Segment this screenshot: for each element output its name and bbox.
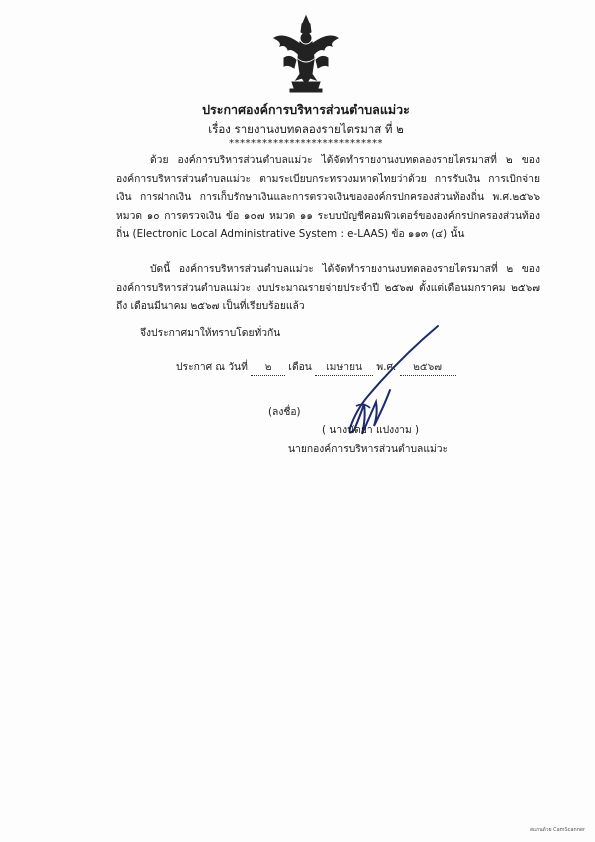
paragraph-1: ด้วย องค์การบริหารส่วนตำบลแม่วะ ได้จัดทำรายงานงบทดลองรายไตรมาสที่ ๒ ของ องค์การบริหารส่วนตำบลแม่วะ ตามระเบียบกระทรวงมหาดไทยว่าด้วย การรับเงิน การเบิกจ่ายเงิน การฝากเงิน การเก็บรักษาเงินและการตรวจเงินขององค์กรปกครองส่วนท้องถิ่น พ.ศ.๒๕๖๖ หมวด ๑๐ การตรวจเงิน ข้อ ๑๐๗ หมวด ๑๑ ระบบบัญชีคอมพิวเตอร์ขององค์กรปกครองส่วนท้องถิ่น (Electronic Local Administrative System : e-LAAS) ข้อ ๑๑๓ (๔) นั้น — [116, 154, 540, 240]
scanner-watermark: สแกนด้วย CamScanner — [529, 827, 585, 833]
document-title: ประกาศองค์การบริหารส่วนตำบลแม่วะ — [202, 102, 410, 117]
announce-line: จึงประกาศมาให้ทราบโดยทั่วกัน — [140, 327, 281, 339]
document-subject: เรื่อง รายงานงบทดลองรายไตรมาส ที่ ๒ — [208, 122, 404, 136]
signer-name: ( นางนัดยา แปงงาม ) — [322, 424, 420, 436]
paragraph-2: บัดนี้ องค์การบริหารส่วนตำบลแม่วะ ได้จัดทำรายงานงบทดลองรายไตรมาสที่ ๒ ของ องค์การบริหารส่วนตำบลแม่วะ งบประมาณรายจ่ายประจำปี ๒๕๖๗ ตั้งแต่เดือนมกราคม ๒๕๖๗ ถึง เดือนมีนาคม ๒๕๖๗ เป็นที่เรียบร้อยแล้ว — [116, 263, 540, 312]
date-prefix: ประกาศ ณ วันที่ — [176, 361, 248, 373]
separator-line: **************************** — [229, 138, 383, 149]
garuda-emblem-icon — [270, 14, 342, 94]
date-year: ๒๕๖๗ — [400, 358, 456, 376]
signer-position: นายกองค์การบริหารส่วนตำบลแม่วะ — [288, 443, 449, 455]
date-year-label: พ.ศ. — [376, 361, 397, 373]
date-month: เมษายน — [315, 358, 373, 376]
date-month-label: เดือน — [288, 361, 312, 373]
date-day: ๒ — [251, 358, 285, 376]
signature-label: (ลงชื่อ) — [268, 406, 301, 418]
